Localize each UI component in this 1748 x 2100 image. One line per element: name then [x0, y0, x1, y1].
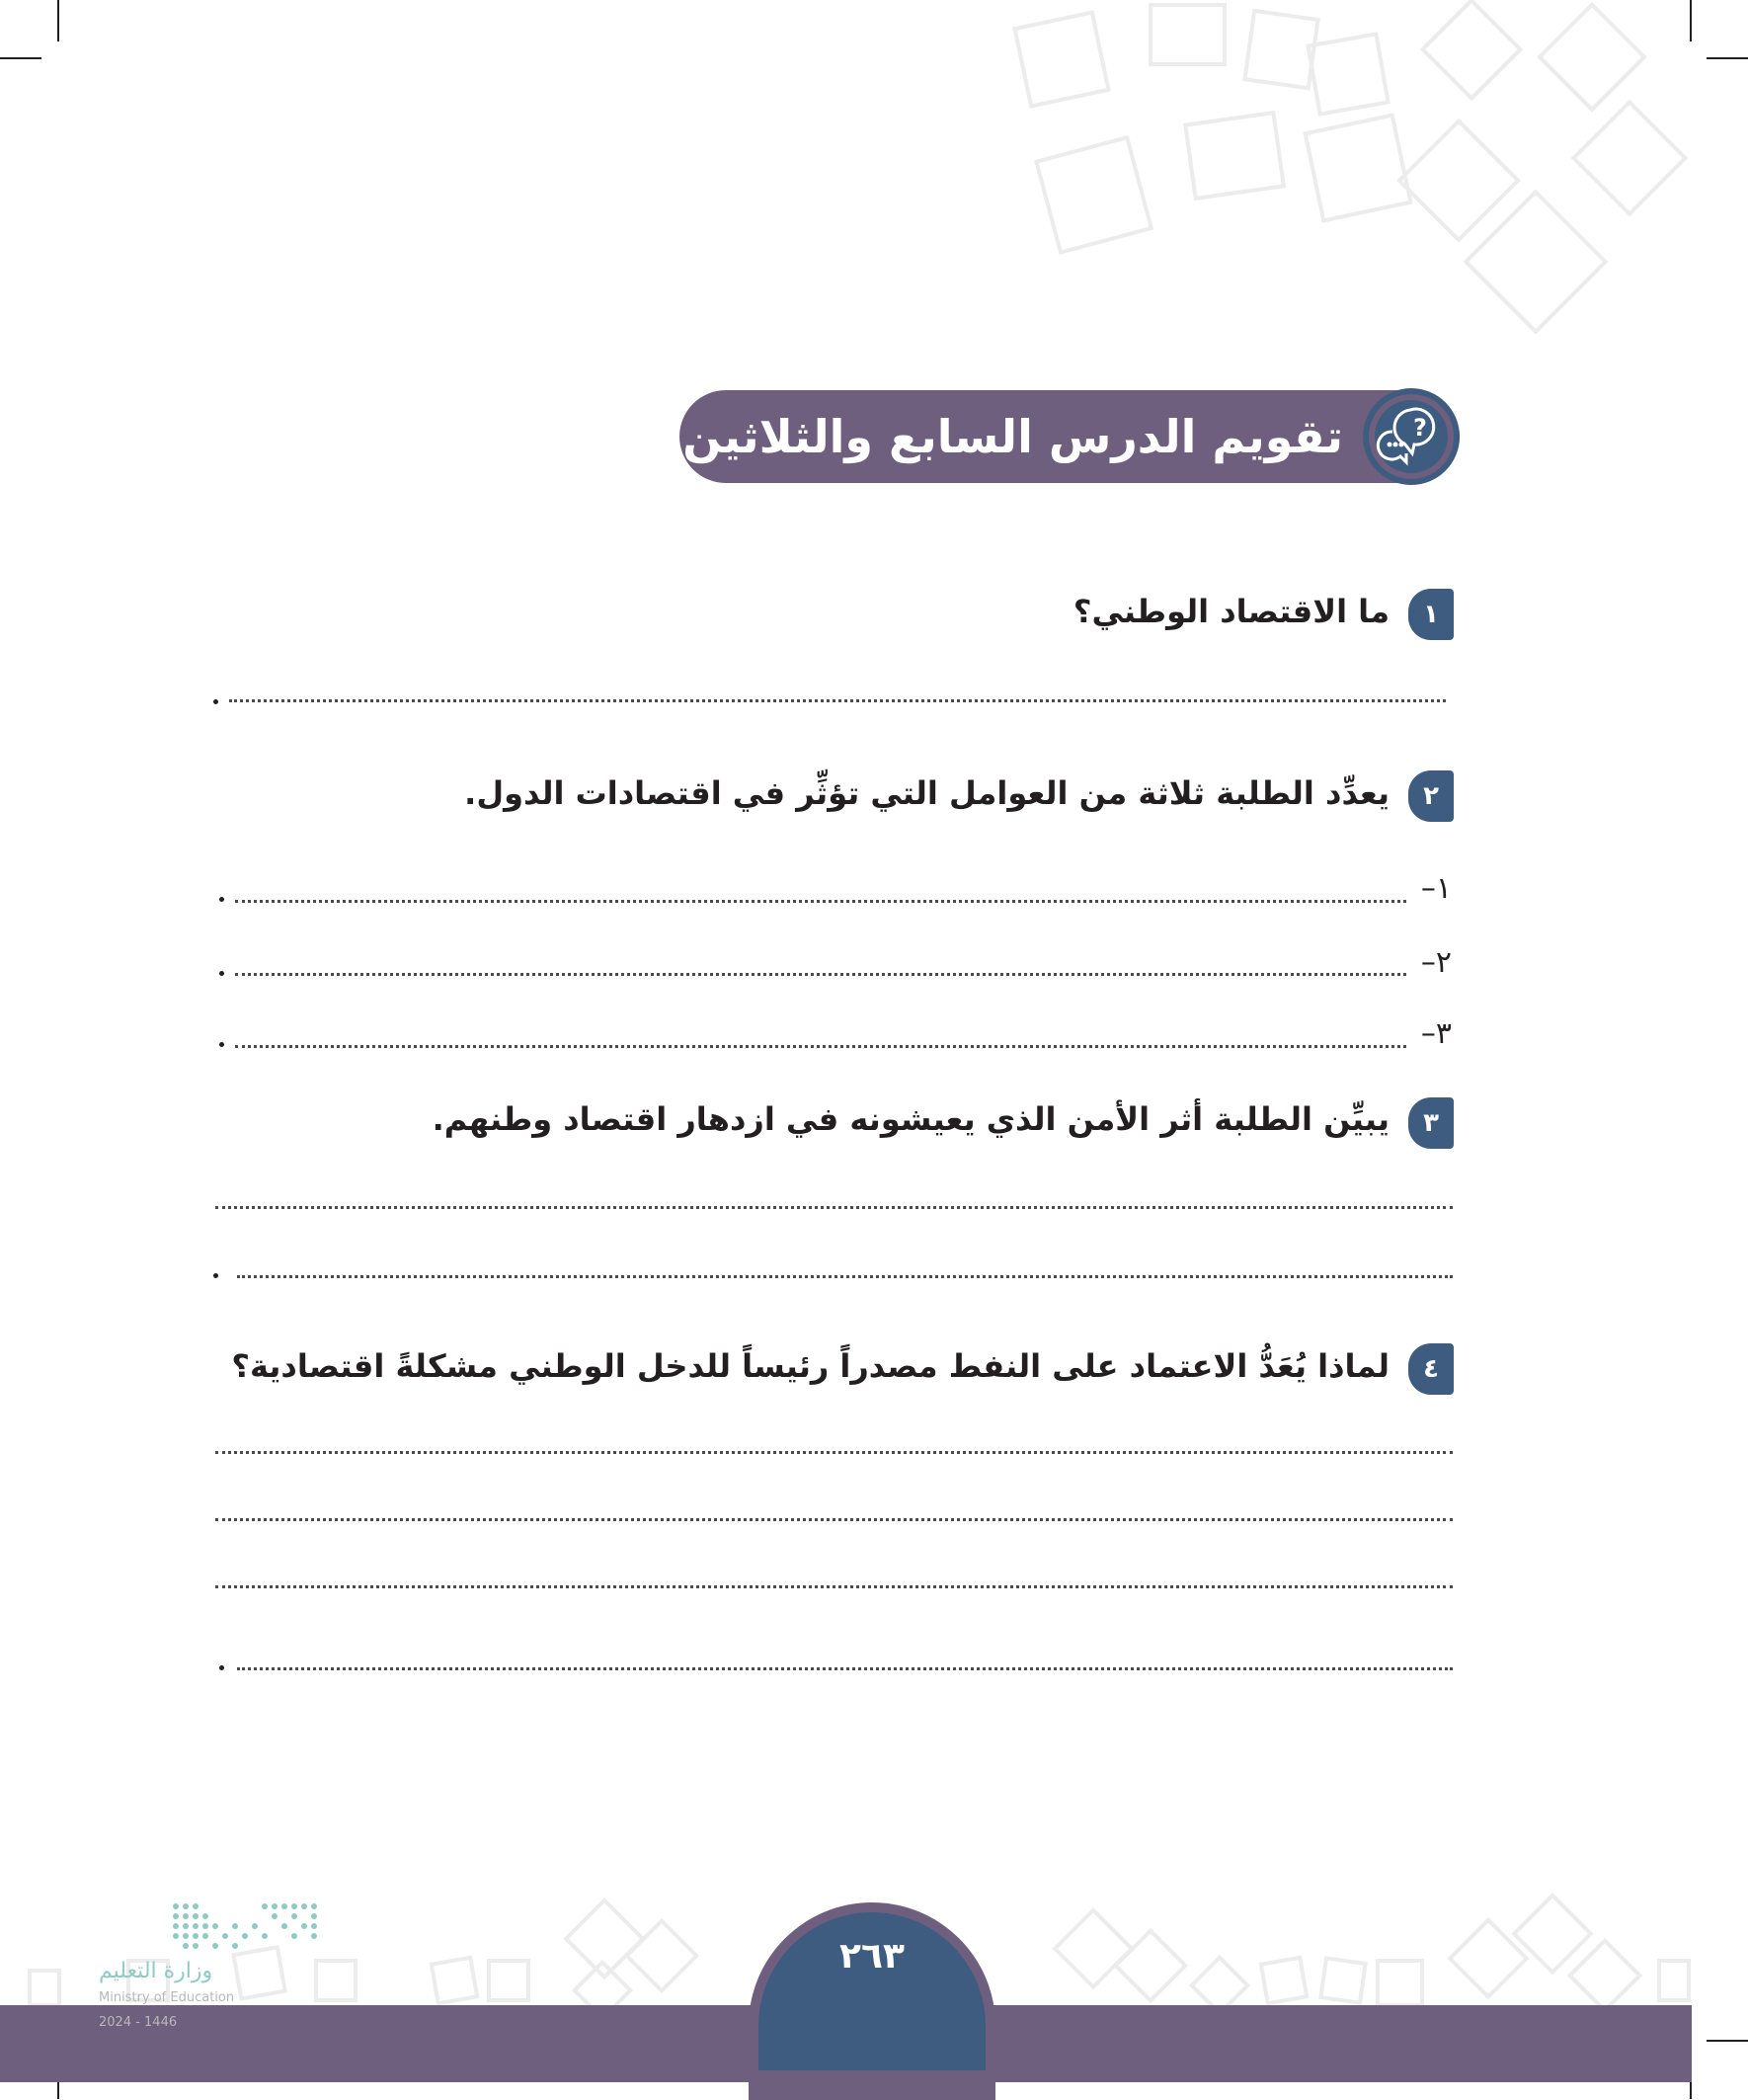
ministry-year: 2024 - 1446: [99, 2015, 178, 2030]
answer-line[interactable]: [237, 1667, 1453, 1670]
page-title: تقويم الدرس السابع والثلاثين: [682, 410, 1343, 463]
question-number-badge: ٣: [1408, 1097, 1454, 1149]
question-text: يبيِّن الطلبة أثر الأمن الذي يعيشونه في ازدهار اقتصاد وطنهم.: [432, 1100, 1390, 1138]
lesson-evaluation-banner: [679, 390, 1460, 483]
crop-mark: [1707, 2040, 1748, 2042]
end-dot: [219, 971, 224, 976]
title-icon-circle: [1363, 388, 1460, 485]
enumeration-label: ٣–: [1420, 1016, 1452, 1051]
question-text: يعدِّد الطلبة ثلاثة من العوامل التي تؤثِّر في اقتصادات الدول.: [464, 774, 1390, 812]
answer-line[interactable]: [215, 1585, 1453, 1588]
question-number-badge: ٢: [1408, 770, 1454, 822]
answer-line[interactable]: [237, 1275, 1453, 1278]
answer-line[interactable]: [235, 1045, 1406, 1048]
end-dot: [213, 699, 218, 704]
answer-line[interactable]: [215, 1451, 1453, 1454]
answer-line[interactable]: [235, 900, 1406, 903]
svg-text:?: ?: [1413, 414, 1427, 442]
answer-line[interactable]: [235, 973, 1406, 976]
answer-line[interactable]: [215, 1206, 1453, 1209]
enumeration-label: ٢–: [1420, 945, 1452, 980]
question-number-badge: ١: [1408, 589, 1454, 640]
end-dot: [219, 897, 224, 902]
ministry-name-ar: وزارة التعليم: [99, 1959, 213, 1983]
question-bubble-icon: [1363, 388, 1460, 485]
question-text: ما الاقتصاد الوطني؟: [1073, 593, 1390, 630]
enumeration-label: ١–: [1420, 871, 1452, 906]
end-dot: [213, 1273, 218, 1278]
end-dot: [219, 1042, 224, 1047]
answer-line[interactable]: [229, 699, 1446, 702]
decorative-pattern-top: [0, 0, 1748, 395]
question-number-badge: ٤: [1408, 1343, 1454, 1395]
ministry-name-en: Ministry of Education: [99, 1990, 235, 2005]
end-dot: [219, 1665, 224, 1670]
page-number: ٢٦٣: [839, 1936, 905, 1977]
answer-line[interactable]: [215, 1518, 1453, 1521]
question-text: لماذا يُعَدُّ الاعتماد على النفط مصدراً رئيساً للدخل الوطني مشكلةً اقتصادية؟: [231, 1347, 1390, 1385]
